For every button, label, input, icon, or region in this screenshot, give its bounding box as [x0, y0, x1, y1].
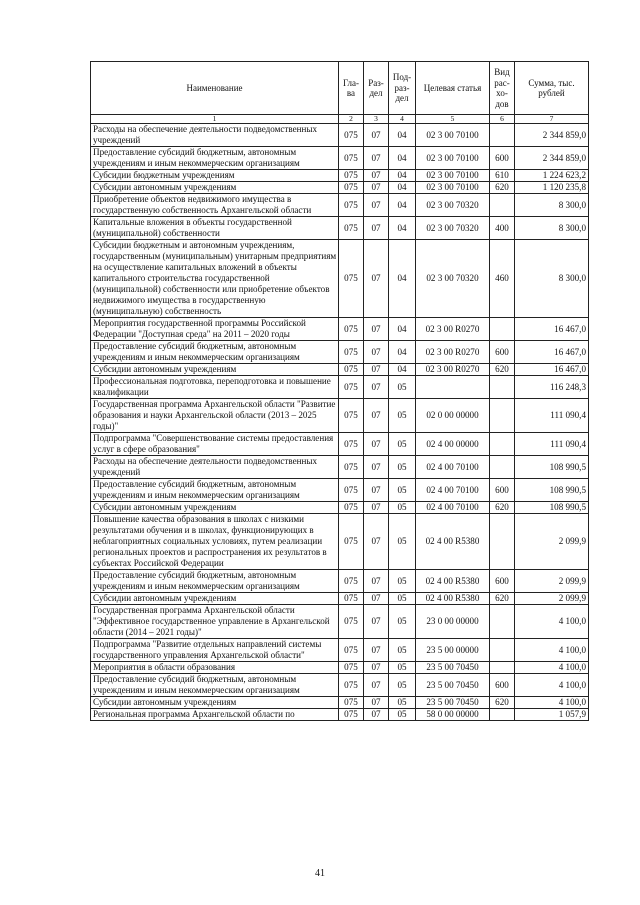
row-sum: 8 300,0	[515, 217, 589, 240]
row-name: Предоставление субсидий бюджетным, автономным учреждениям и иным некоммерческим организациям	[91, 570, 339, 593]
row-glava: 075	[339, 341, 364, 364]
row-name: Расходы на обеспечение деятельности подведомственных учреждений	[91, 456, 339, 479]
header-target: Целевая статья	[416, 62, 490, 115]
row-target: 02 3 00 70100	[416, 170, 490, 182]
row-podrazdel: 05	[389, 433, 416, 456]
row-vid: 460	[490, 240, 515, 318]
row-razdel: 07	[364, 605, 389, 639]
row-name: Мероприятия в области образования	[91, 662, 339, 674]
row-razdel: 07	[364, 593, 389, 605]
row-podrazdel: 05	[389, 502, 416, 514]
row-name: Субсидии автономным учреждениям	[91, 593, 339, 605]
row-podrazdel: 05	[389, 639, 416, 662]
row-target: 23 5 00 70450	[416, 697, 490, 709]
row-podrazdel: 05	[389, 662, 416, 674]
page-number: 41	[315, 868, 325, 879]
row-vid: 600	[490, 479, 515, 502]
row-sum: 1 057,9	[515, 709, 589, 721]
row-vid: 600	[490, 674, 515, 697]
header-glava: Гла-ва	[339, 62, 364, 115]
row-razdel: 07	[364, 217, 389, 240]
row-name: Предоставление субсидий бюджетным, автономным учреждениям и иным некоммерческим организациям	[91, 341, 339, 364]
table-row	[91, 240, 589, 318]
header-row	[91, 62, 589, 115]
row-target: 02 3 00 70100	[416, 147, 490, 170]
row-sum: 108 990,5	[515, 479, 589, 502]
row-name: Государственная программа Архангельской области "Эффективное государственное управление в Архангельской области (2014 – 2021 годы)"	[91, 605, 339, 639]
column-number: 2	[339, 115, 364, 124]
table-row	[91, 217, 589, 240]
row-sum: 1 224 623,2	[515, 170, 589, 182]
row-glava: 075	[339, 456, 364, 479]
row-vid	[490, 433, 515, 456]
header-vid: Вид рас-хо-дов	[490, 62, 515, 115]
row-target: 02 3 00 70320	[416, 240, 490, 318]
row-target: 02 3 00 R0270	[416, 341, 490, 364]
row-podrazdel: 04	[389, 194, 416, 217]
row-glava: 075	[339, 182, 364, 194]
row-razdel: 07	[364, 662, 389, 674]
row-glava: 075	[339, 240, 364, 318]
row-sum: 111 090,4	[515, 433, 589, 456]
row-sum: 16 467,0	[515, 364, 589, 376]
row-glava: 075	[339, 605, 364, 639]
row-sum: 4 100,0	[515, 639, 589, 662]
table-body	[91, 124, 589, 721]
row-name: Профессиональная подготовка, переподготовка и повышение квалификации	[91, 376, 339, 399]
row-razdel: 07	[364, 364, 389, 376]
row-name: Подпрограмма "Развитие отдельных направлений системы государственного управления Архангельской области"	[91, 639, 339, 662]
table-row	[91, 456, 589, 479]
row-glava: 075	[339, 217, 364, 240]
column-number: 1	[91, 115, 339, 124]
row-vid: 600	[490, 570, 515, 593]
row-sum: 2 344 859,0	[515, 124, 589, 147]
row-name: Подпрограмма "Совершенствование системы предоставления услуг в сфере образования"	[91, 433, 339, 456]
row-sum: 4 100,0	[515, 605, 589, 639]
header-name: Наименование	[91, 62, 339, 115]
row-name: Государственная программа Архангельской области "Развитие образования и науки Архангельской области (2013 – 2025 годы)"	[91, 399, 339, 433]
table-row	[91, 639, 589, 662]
row-target: 02 3 00 70320	[416, 194, 490, 217]
row-target: 02 3 00 R0270	[416, 364, 490, 376]
table-row	[91, 479, 589, 502]
row-vid	[490, 194, 515, 217]
row-target: 02 3 00 70100	[416, 124, 490, 147]
row-podrazdel: 05	[389, 674, 416, 697]
row-podrazdel: 04	[389, 240, 416, 318]
row-target: 23 0 00 00000	[416, 605, 490, 639]
row-sum: 4 100,0	[515, 697, 589, 709]
row-glava: 075	[339, 376, 364, 399]
row-razdel: 07	[364, 674, 389, 697]
row-podrazdel: 04	[389, 124, 416, 147]
row-target: 02 3 00 70100	[416, 182, 490, 194]
table-row	[91, 709, 589, 721]
row-glava: 075	[339, 709, 364, 721]
table-row	[91, 194, 589, 217]
row-glava: 075	[339, 318, 364, 341]
row-name: Капитальные вложения в объекты государственной (муниципальной) собственности	[91, 217, 339, 240]
row-vid: 600	[490, 147, 515, 170]
row-razdel: 07	[364, 639, 389, 662]
row-glava: 075	[339, 639, 364, 662]
table-row	[91, 593, 589, 605]
column-number: 3	[364, 115, 389, 124]
row-sum: 4 100,0	[515, 662, 589, 674]
column-number: 7	[515, 115, 589, 124]
row-vid: 600	[490, 341, 515, 364]
row-podrazdel: 05	[389, 570, 416, 593]
row-sum: 2 344 859,0	[515, 147, 589, 170]
row-podrazdel: 04	[389, 182, 416, 194]
row-razdel: 07	[364, 240, 389, 318]
row-podrazdel: 05	[389, 697, 416, 709]
row-podrazdel: 05	[389, 376, 416, 399]
row-sum: 4 100,0	[515, 674, 589, 697]
row-sum: 16 467,0	[515, 318, 589, 341]
row-name: Субсидии автономным учреждениям	[91, 502, 339, 514]
row-vid	[490, 124, 515, 147]
row-name: Субсидии автономным учреждениям	[91, 182, 339, 194]
row-razdel: 07	[364, 570, 389, 593]
row-target: 23 5 00 70450	[416, 674, 490, 697]
row-target: 02 4 00 R5380	[416, 593, 490, 605]
row-podrazdel: 04	[389, 318, 416, 341]
row-razdel: 07	[364, 479, 389, 502]
row-razdel: 07	[364, 376, 389, 399]
table-row	[91, 674, 589, 697]
row-razdel: 07	[364, 502, 389, 514]
row-target: 58 0 00 00000	[416, 709, 490, 721]
row-name: Субсидии бюджетным учреждениям	[91, 170, 339, 182]
row-vid	[490, 639, 515, 662]
row-razdel: 07	[364, 318, 389, 341]
row-podrazdel: 04	[389, 341, 416, 364]
row-glava: 075	[339, 662, 364, 674]
row-podrazdel: 04	[389, 364, 416, 376]
row-vid: 400	[490, 217, 515, 240]
table-row	[91, 124, 589, 147]
row-target: 02 0 00 00000	[416, 399, 490, 433]
row-sum: 1 120 235,8	[515, 182, 589, 194]
row-glava: 075	[339, 570, 364, 593]
row-sum: 108 990,5	[515, 456, 589, 479]
row-vid: 620	[490, 182, 515, 194]
row-podrazdel: 05	[389, 593, 416, 605]
row-name: Мероприятия государственной программы Российской Федерации "Доступная среда" на 2011 – 2020 годы	[91, 318, 339, 341]
table-row	[91, 147, 589, 170]
row-glava: 075	[339, 433, 364, 456]
row-glava: 075	[339, 674, 364, 697]
table-row	[91, 364, 589, 376]
row-vid	[490, 662, 515, 674]
row-name: Субсидии автономным учреждениям	[91, 364, 339, 376]
row-name: Субсидии автономным учреждениям	[91, 697, 339, 709]
row-razdel: 07	[364, 697, 389, 709]
row-sum: 2 099,9	[515, 593, 589, 605]
column-number: 6	[490, 115, 515, 124]
row-glava: 075	[339, 479, 364, 502]
row-glava: 075	[339, 124, 364, 147]
row-target: 23 5 00 70450	[416, 662, 490, 674]
row-name: Субсидии бюджетным и автономным учреждениям, государственным (муниципальным) унитарным предприятиям на осуществление капитальных вложений в объекты капитального строительства государственной (муниципальной) собственности или приобретение объектов недвижимого имущества в государственную (муниципальную) собственность	[91, 240, 339, 318]
row-vid	[490, 399, 515, 433]
row-vid: 620	[490, 502, 515, 514]
table-row	[91, 376, 589, 399]
row-name: Предоставление субсидий бюджетным, автономным учреждениям и иным некоммерческим организациям	[91, 674, 339, 697]
table-row	[91, 662, 589, 674]
row-podrazdel: 05	[389, 479, 416, 502]
row-sum: 8 300,0	[515, 240, 589, 318]
row-vid	[490, 376, 515, 399]
row-sum: 2 099,9	[515, 514, 589, 570]
row-glava: 075	[339, 147, 364, 170]
header-podrazdel: Под-раз-дел	[389, 62, 416, 115]
table-row	[91, 341, 589, 364]
row-vid	[490, 514, 515, 570]
row-name: Приобретение объектов недвижимого имущества в государственную собственность Архангельской области	[91, 194, 339, 217]
header-sum: Сумма, тыс. рублей	[515, 62, 589, 115]
column-number: 5	[416, 115, 490, 124]
row-target: 02 4 00 70100	[416, 456, 490, 479]
row-sum: 8 300,0	[515, 194, 589, 217]
column-number: 4	[389, 115, 416, 124]
row-vid: 620	[490, 697, 515, 709]
row-name: Региональная программа Архангельской области по	[91, 709, 339, 721]
table-row	[91, 318, 589, 341]
row-glava: 075	[339, 194, 364, 217]
row-razdel: 07	[364, 182, 389, 194]
row-razdel: 07	[364, 456, 389, 479]
row-name: Повышение качества образования в школах с низкими результатами обучения и в школах, функционирующих в неблагоприятных социальных условиях, путем реализации региональных проектов и распространения их результатов в субъектах Российской Федерации	[91, 514, 339, 570]
row-vid: 620	[490, 364, 515, 376]
row-target: 02 4 00 00000	[416, 433, 490, 456]
row-glava: 075	[339, 170, 364, 182]
row-vid	[490, 456, 515, 479]
row-razdel: 07	[364, 194, 389, 217]
row-razdel: 07	[364, 124, 389, 147]
row-razdel: 07	[364, 433, 389, 456]
row-podrazdel: 05	[389, 456, 416, 479]
row-razdel: 07	[364, 709, 389, 721]
table-header	[91, 62, 589, 124]
row-glava: 075	[339, 593, 364, 605]
row-podrazdel: 04	[389, 217, 416, 240]
table-row	[91, 502, 589, 514]
row-sum: 111 090,4	[515, 399, 589, 433]
table-row	[91, 399, 589, 433]
table-row	[91, 514, 589, 570]
row-target	[416, 376, 490, 399]
row-razdel: 07	[364, 341, 389, 364]
row-target: 02 4 00 70100	[416, 479, 490, 502]
column-number-row	[91, 115, 589, 124]
row-vid	[490, 709, 515, 721]
row-glava: 075	[339, 502, 364, 514]
row-razdel: 07	[364, 170, 389, 182]
row-glava: 075	[339, 697, 364, 709]
row-name: Предоставление субсидий бюджетным, автономным учреждениям и иным некоммерческим организациям	[91, 479, 339, 502]
row-glava: 075	[339, 399, 364, 433]
row-podrazdel: 04	[389, 147, 416, 170]
table-row	[91, 433, 589, 456]
row-glava: 075	[339, 514, 364, 570]
row-podrazdel: 05	[389, 399, 416, 433]
header-razdel: Раз-дел	[364, 62, 389, 115]
row-podrazdel: 05	[389, 605, 416, 639]
row-target: 02 4 00 R5380	[416, 570, 490, 593]
table-row	[91, 605, 589, 639]
row-podrazdel: 05	[389, 709, 416, 721]
row-target: 23 5 00 00000	[416, 639, 490, 662]
row-target: 02 3 00 70320	[416, 217, 490, 240]
row-sum: 116 248,3	[515, 376, 589, 399]
row-razdel: 07	[364, 147, 389, 170]
row-name: Предоставление субсидий бюджетным, автономным учреждениям и иным некоммерческим организациям	[91, 147, 339, 170]
row-sum: 108 990,5	[515, 502, 589, 514]
row-vid	[490, 605, 515, 639]
row-target: 02 4 00 R5380	[416, 514, 490, 570]
table-row	[91, 697, 589, 709]
row-sum: 16 467,0	[515, 341, 589, 364]
row-vid: 620	[490, 593, 515, 605]
row-name: Расходы на обеспечение деятельности подведомственных учреждений	[91, 124, 339, 147]
row-podrazdel: 04	[389, 170, 416, 182]
row-target: 02 4 00 70100	[416, 502, 490, 514]
row-target: 02 3 00 R0270	[416, 318, 490, 341]
row-vid: 610	[490, 170, 515, 182]
row-vid	[490, 318, 515, 341]
row-razdel: 07	[364, 514, 389, 570]
budget-table	[90, 61, 589, 721]
table-row	[91, 170, 589, 182]
row-glava: 075	[339, 364, 364, 376]
table-row	[91, 570, 589, 593]
row-sum: 2 099,9	[515, 570, 589, 593]
row-razdel: 07	[364, 399, 389, 433]
table-row	[91, 182, 589, 194]
row-podrazdel: 05	[389, 514, 416, 570]
